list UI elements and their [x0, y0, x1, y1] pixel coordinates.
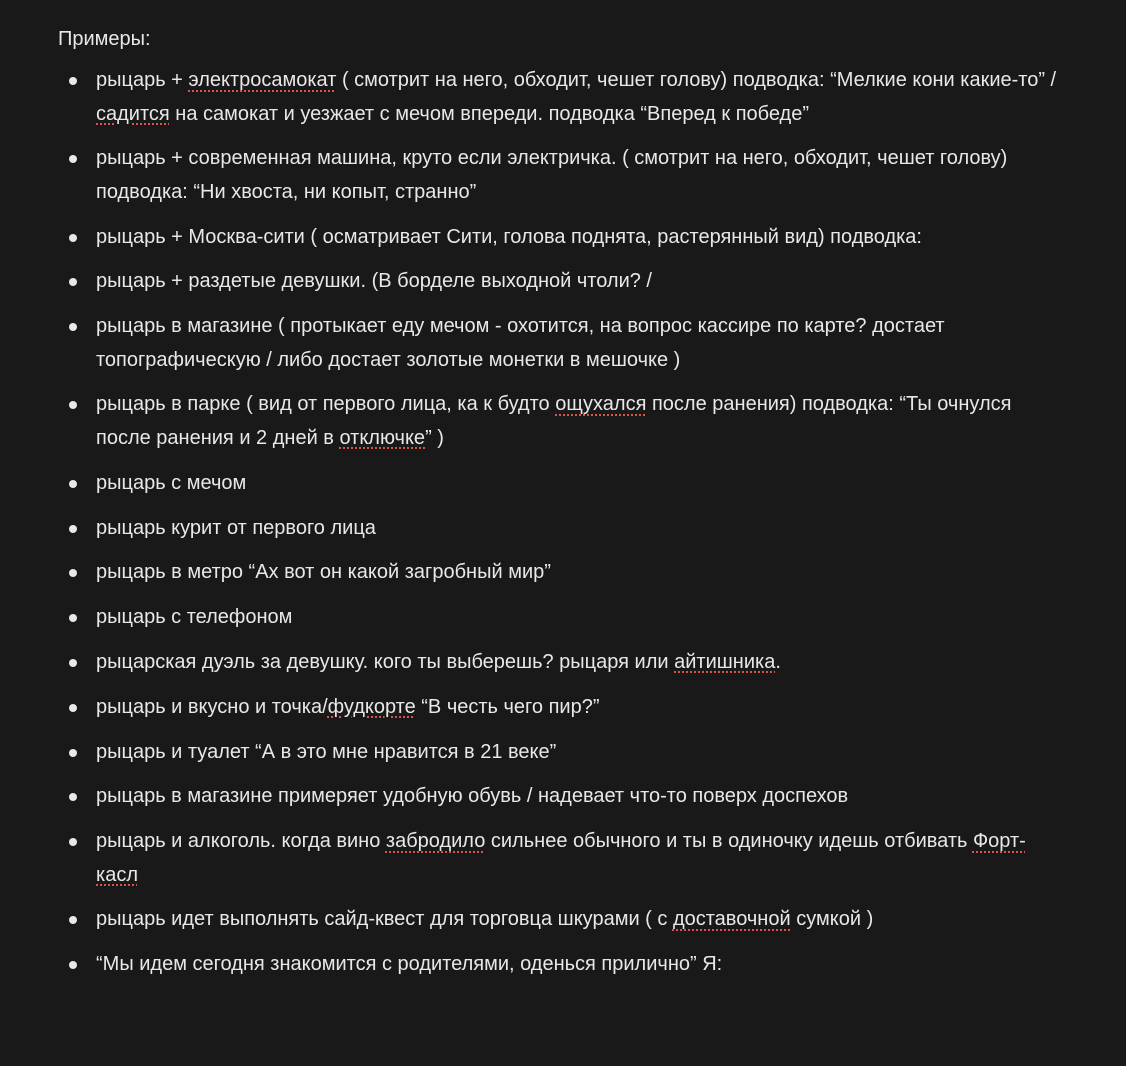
item-text: рыцарь с телефоном: [96, 606, 293, 629]
misspelled-word: садится: [96, 102, 170, 125]
item-text: рыцарь и туалет “А в это мне нравится в 21 веке”: [96, 740, 557, 763]
page-heading[interactable]: Примеры:: [58, 28, 151, 50]
item-text: рыцарь в парке ( вид от первого лица, ка к будто: [96, 393, 556, 416]
bullet-dot-icon: [69, 525, 77, 533]
bullet-dot-icon: [69, 323, 77, 331]
bullet-dot-icon: [69, 278, 77, 286]
list-item[interactable]: [0, 265, 1126, 299]
item-text: “Мы идем сегодня знакомится с родителями, оденься прилично” Я:: [96, 953, 723, 976]
list-item[interactable]: [0, 948, 1126, 982]
item-text: ( смотрит на него, обходит, чешет голову) подводка: “Мелкие кони какие-то” /: [336, 69, 1057, 91]
item-text: рыцарь + раздетые девушки. (В борделе выходной чтоли? /: [96, 270, 652, 293]
bullet-dot-icon: [69, 155, 77, 163]
item-text: рыцарь в магазине примеряет удобную обувь / надевает что-то поверх доспехов: [96, 785, 849, 808]
list-item[interactable]: [0, 691, 1126, 725]
item-text: ” ): [425, 426, 444, 449]
item-text: рыцарская дуэль за девушку. кого ты выберешь? рыцаря или: [96, 650, 675, 673]
bullet-dot-icon: [69, 480, 77, 488]
item-text: сильнее обычного и ты в одиночку идешь отбивать: [485, 830, 973, 853]
item-text: на самокат и уезжает с мечом впереди. подводка “Вперед к победе”: [169, 102, 810, 125]
item-text: рыцарь идет выполнять сайд-квест для торговца шкурами ( с: [96, 908, 673, 931]
misspelled-word: доставочной: [672, 908, 791, 931]
item-text: после ранения) подводка: “Ты очнулся после ранения и 2 дней в: [96, 393, 1012, 449]
misspelled-word: электросамокат: [188, 69, 337, 91]
list-item[interactable]: [0, 825, 1126, 892]
bullet-dot-icon: [69, 569, 77, 577]
list-item[interactable]: [0, 903, 1126, 937]
misspelled-word: ощухался: [555, 393, 647, 416]
list-item[interactable]: [0, 142, 1126, 209]
bullet-dot-icon: [69, 401, 77, 409]
list-item[interactable]: [0, 221, 1126, 255]
list-item[interactable]: [0, 388, 1126, 455]
bullet-dot-icon: [69, 961, 77, 969]
list-item[interactable]: [0, 780, 1126, 814]
list-item[interactable]: [0, 512, 1126, 546]
bullet-dot-icon: [69, 793, 77, 801]
misspelled-word: Форт-касл: [96, 830, 1026, 886]
list-item[interactable]: [0, 467, 1126, 501]
bullet-dot-icon: [69, 614, 77, 622]
list-item[interactable]: [0, 64, 1126, 131]
bullet-dot-icon: [69, 234, 77, 242]
bullet-dot-icon: [69, 659, 77, 667]
misspelled-word: отключке: [339, 426, 426, 449]
item-text: рыцарь и алкоголь. когда вино: [96, 830, 386, 853]
bullet-list: [0, 64, 1126, 993]
bullet-dot-icon: [69, 77, 77, 85]
item-text: рыцарь в метро “Ах вот он какой загробный мир”: [96, 561, 551, 584]
misspelled-word: фудкорте: [327, 695, 416, 718]
item-text: рыцарь курит от первого лица: [96, 516, 376, 539]
item-text: рыцарь с мечом: [96, 471, 247, 494]
item-text: рыцарь +: [96, 69, 189, 91]
list-item[interactable]: [0, 601, 1126, 635]
item-text: рыцарь + современная машина, круто если электричка. ( смотрит на него, обходит, чешет голову) подводка: “Ни хвоста, ни копыт, странно”: [96, 147, 1008, 203]
bullet-dot-icon: [69, 838, 77, 846]
item-text: “В честь чего пир?”: [415, 695, 600, 718]
misspelled-word: забродило: [385, 830, 486, 853]
item-text: .: [775, 650, 781, 673]
item-text: сумкой ): [790, 908, 874, 931]
misspelled-word: айтишника: [674, 650, 776, 673]
list-item[interactable]: [0, 646, 1126, 680]
bullet-dot-icon: [69, 749, 77, 757]
list-item[interactable]: [0, 310, 1126, 377]
item-text: рыцарь и вкусно и точка/: [96, 695, 328, 718]
bullet-dot-icon: [69, 916, 77, 924]
item-text: рыцарь + Москва-сити ( осматривает Сити, голова поднята, растерянный вид) подводка:: [96, 225, 922, 248]
list-item[interactable]: [0, 736, 1126, 770]
bullet-dot-icon: [69, 704, 77, 712]
list-item[interactable]: [0, 556, 1126, 590]
item-text: рыцарь в магазине ( протыкает еду мечом - охотится, на вопрос кассире по карте? достает топографическую / либо достает золотые монетки в мешочке ): [96, 315, 945, 371]
